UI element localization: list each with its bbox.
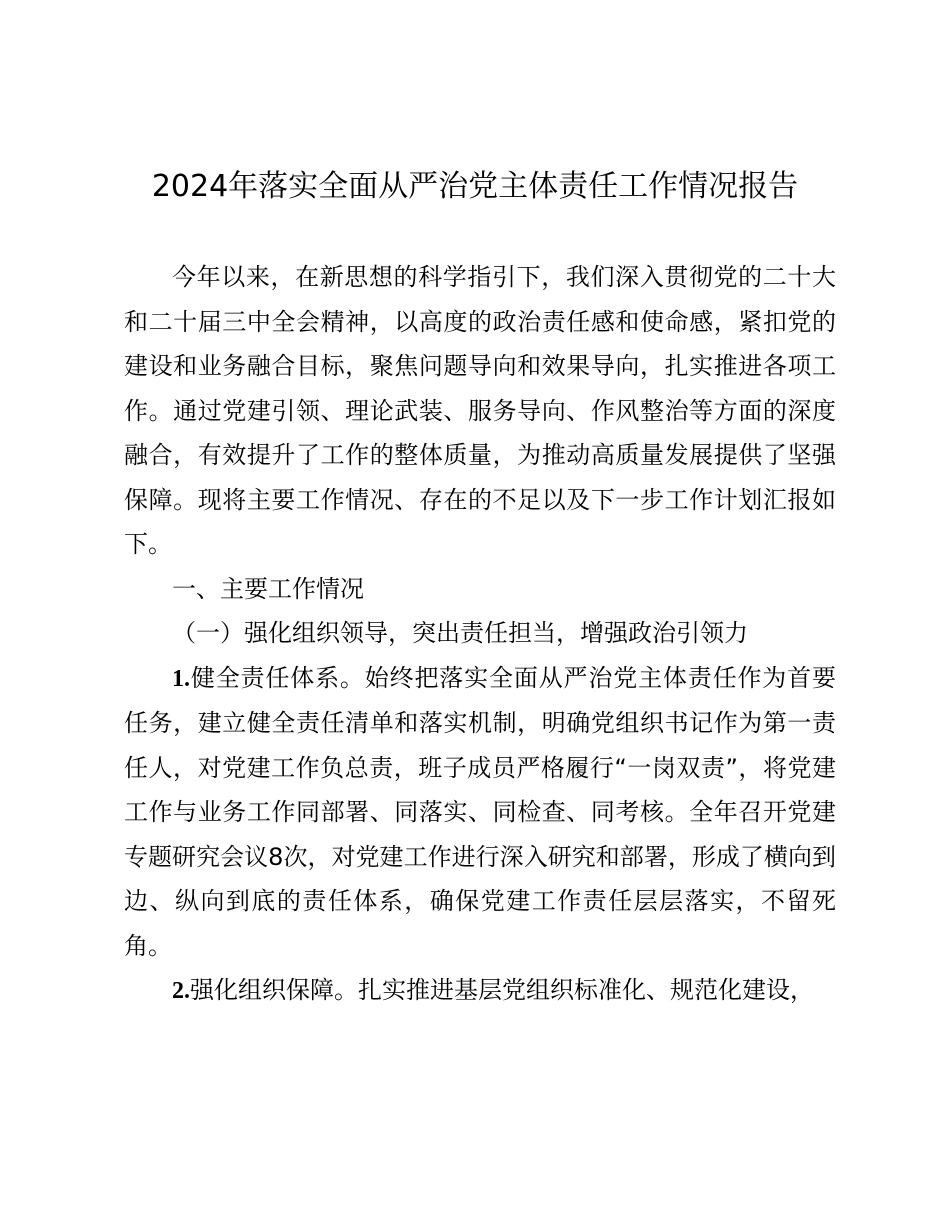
intro-paragraph: 今年以来，在新思想的科学指引下，我们深入贯彻党的二十大和二十届三中全会精神，以高度的政治责任感和使命感，紧扣党的建设和业务融合目标，聚焦问题导向和效果导向，扎实推进各项工作。通过党建引领、理论武装、服务导向、作风整治等方面的深度融合，有效提升了工作的整体质量，为推动高质量发展提供了坚强保障。现将主要工作情况、存在的不足以及下一步工作计划汇报如下。: [124, 263, 836, 558]
item-number: 2.: [172, 978, 190, 1004]
item-text: 健全责任体系。始终把落实全面从严治党主体责任作为首要任务，建立健全责任清单和落实机制，明确党组织书记作为第一责任人，对党建工作负总责，班子成员严格履行“一岗双责”，将党建工作与业务工作同部署、同落实、同检查、同考核。全年召开党建专题研究会议8次，对党建工作进行深入研究和部署，形成了横向到边、纵向到底的责任体系，确保党建工作责任层层落实，不留死角。: [124, 663, 836, 960]
item-number: 1.: [172, 665, 190, 692]
item-paragraph-organization-guarantee: [124, 968, 836, 1014]
section-heading-main-work: 一、主要工作情况: [172, 574, 364, 603]
document-title: 2024年落实全面从严治党主体责任工作情况报告: [151, 169, 799, 204]
subsection-heading-organization-leadership: （一）强化组织领导，突出责任担当，增强政治引领力: [172, 619, 748, 647]
document-body: [124, 255, 836, 1014]
item-text: 强化组织保障。扎实推进基层党组织标准化、规范化建设，: [190, 976, 814, 1004]
item-paragraph-responsibility-system: [124, 656, 836, 969]
